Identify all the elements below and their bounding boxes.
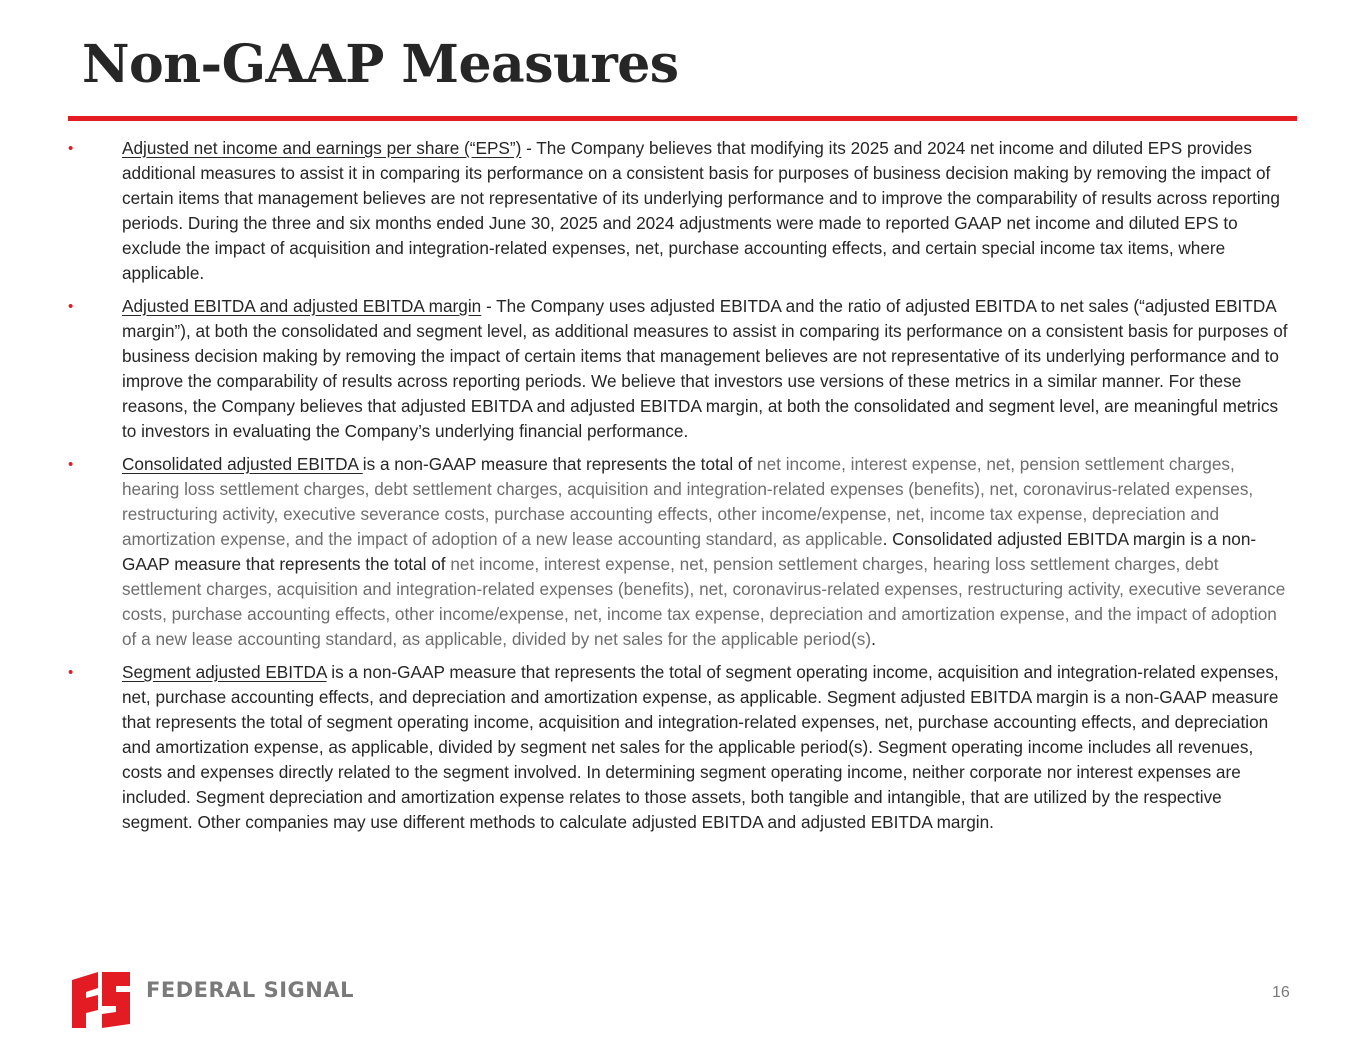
- bullet-icon: •: [68, 664, 74, 681]
- bullet-icon: •: [68, 298, 74, 315]
- list-item-consolidated-adjusted-ebitda: [68, 452, 1290, 652]
- page-title: Non-GAAP Measures: [82, 34, 679, 95]
- bullet-icon: •: [68, 140, 74, 157]
- term-consolidated-adjusted-ebitda: Consolidated adjusted EBITDA: [122, 454, 363, 474]
- definition-text: - The Company uses adjusted EBITDA and the ratio of adjusted EBITDA to net sales (“adjusted EBITDA margin”), at both the consolidated and segment level, as additional measures to assist in comparing its performance on a consistent basis for purposes of business decision making by removing the impact of certain items that management believes are not representative of its underlying performance and to improve the comparability of results across reporting periods. We believe that investors use versions of these metrics in a similar manner. For these reasons, the Company believes that adjusted EBITDA and adjusted EBITDA margin, at both the consolidated and segment level, are meaningful metrics to investors in evaluating the Company’s underlying financial performance.: [122, 296, 1288, 441]
- page-number: 16: [1272, 984, 1290, 1001]
- logo-wordmark: FEDERAL SIGNAL: [146, 978, 354, 1002]
- list-item-adjusted-net-income: [68, 136, 1290, 286]
- bullet-icon: •: [68, 456, 74, 473]
- list-item-segment-adjusted-ebitda: [68, 660, 1290, 835]
- term-segment-adjusted-ebitda: Segment adjusted EBITDA: [122, 662, 327, 682]
- bullet-list: [68, 136, 1290, 843]
- term-adjusted-ebitda: Adjusted EBITDA and adjusted EBITDA margin: [122, 296, 482, 316]
- definition-text: is a non-GAAP measure that represents the total of: [362, 454, 758, 474]
- definition-text: is a non-GAAP measure that represents the total of segment operating income, acquisition and integration-related expenses, net, purchase accounting effects, and depreciation and amortization expense, as applicable. Segment adjusted EBITDA margin is a non-GAAP measure that represents the total of segment operating income, acquisition and integration-related expenses, net, purchase accounting effects, and depreciation and amortization expense, as applicable, divided by segment net sales for the applicable period(s). Segment operating income includes all revenues, costs and expenses directly related to the segment involved. In determining segment operating income, neither corporate nor interest expenses are included. Segment depreciation and amortization expense relates to those assets, both tangible and intangible, that are utilized by the respective segment. Other companies may use different methods to calculate adjusted EBITDA and adjusted EBITDA margin.: [122, 662, 1279, 832]
- definition-text: - The Company believes that modifying its 2025 and 2024 net income and diluted EPS provides additional measures to assist it in comparing its performance on a consistent basis for purposes of business decision making by removing the impact of certain items that management believes are not representative of its underlying performance and to improve the comparability of results across reporting periods. During the three and six months ended June 30, 2025 and 2024 adjustments were made to reported GAAP net income and diluted EPS to exclude the impact of acquisition and integration-related expenses, net, purchase accounting effects, and certain special income tax items, where applicable.: [122, 138, 1280, 283]
- term-adjusted-net-income: Adjusted net income and earnings per share (“EPS”): [122, 138, 522, 158]
- federal-signal-logo: [68, 970, 358, 1030]
- components-list: net income, interest expense, net, pension settlement charges, hearing loss settlement charges, debt settlement charges, acquisition and integration-related expenses (benefits), net, coronavirus-related expenses, restructuring activity, executive severance costs, purchase accounting effects, other income/expense, net, income tax expense, depreciation and amortization expense, and the impact of adoption of a new lease accounting standard, as applicable: [122, 454, 1254, 549]
- components-list: net income, interest expense, net, pension settlement charges, hearing loss settlement charges, debt settlement charges, acquisition and integration-related expenses (benefits), net, coronavirus-related expenses, restructuring activity, executive severance costs, purchase accounting effects, other income/expense, net, income tax expense, depreciation and amortization expense, and the impact of adoption of a new lease accounting standard, as applicable, divided by net sales for the applicable period(s): [122, 554, 1286, 649]
- title-divider: [68, 116, 1297, 121]
- definition-text: . Consolidated adjusted EBITDA margin is a non-GAAP measure that represents the total of: [122, 529, 1257, 574]
- fs-logo-icon: [68, 970, 138, 1030]
- definition-text: .: [871, 629, 876, 649]
- list-item-adjusted-ebitda: [68, 294, 1290, 444]
